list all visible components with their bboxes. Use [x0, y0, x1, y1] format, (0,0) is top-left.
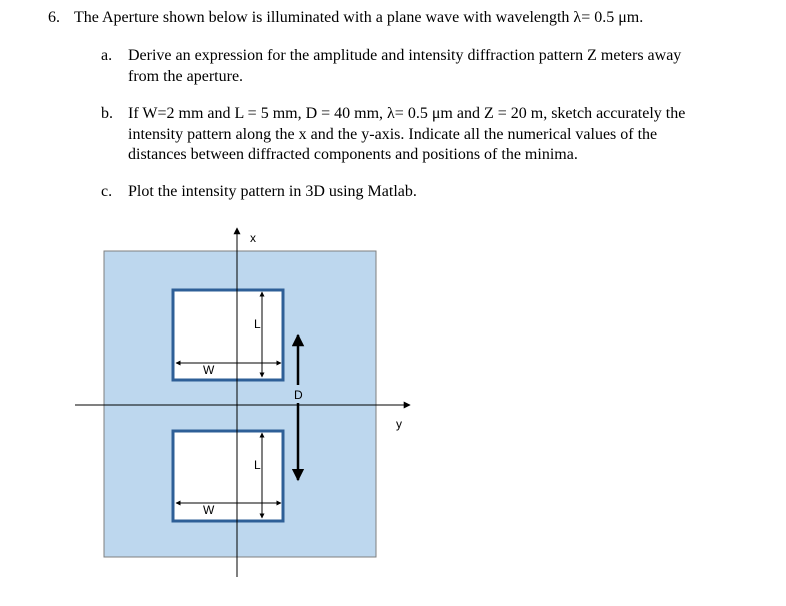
bottom-length-label: L — [254, 458, 261, 472]
question-number: 6. — [48, 9, 60, 26]
y-axis-label: y — [396, 417, 402, 431]
item-b-line-2: intensity pattern along the x and the y-axis. Indicate all the numerical values of the — [128, 125, 658, 143]
x-axis-label: x — [250, 231, 256, 245]
item-a-label: a. — [101, 47, 113, 64]
question-title: The Aperture shown below is illuminated with a plane wave with wavelength λ= 0.5 μm. — [74, 9, 644, 26]
separation-label: D — [294, 388, 303, 402]
item-a-line-2: from the aperture. — [128, 67, 244, 85]
item-a-line-1: Derive an expression for the amplitude and intensity diffraction pattern Z meters away — [128, 47, 682, 64]
item-c-line-1: Plot the intensity pattern in 3D using Matlab. — [128, 183, 417, 200]
item-b-label: b. — [101, 105, 113, 122]
top-width-label: W — [203, 363, 215, 377]
item-b-line-1: If W=2 mm and L = 5 mm, D = 40 mm, λ= 0.5 μm and Z = 20 m, sketch accurately the — [128, 105, 686, 122]
top-aperture — [173, 290, 283, 380]
bottom-width-label: W — [203, 503, 215, 517]
bottom-aperture — [173, 431, 283, 521]
item-c-label: c. — [101, 183, 113, 200]
item-b-line-3: distances between diffracted components and positions of the minima. — [128, 146, 578, 163]
top-length-label: L — [254, 317, 261, 331]
